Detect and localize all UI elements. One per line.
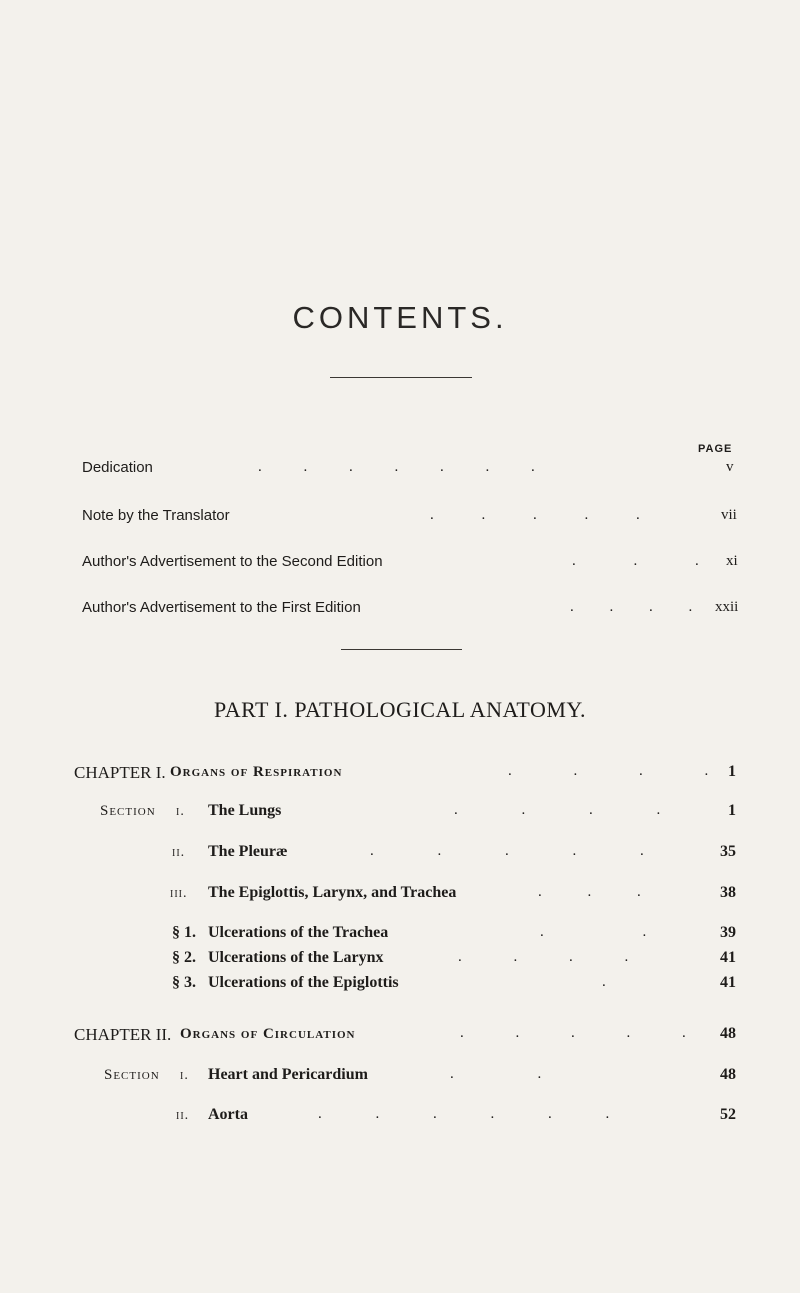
section-number: ii. [176, 1108, 190, 1123]
chapter-label: CHAPTER I. [74, 763, 166, 782]
part-heading: PART I. PATHOLOGICAL ANATOMY. [214, 697, 586, 722]
subsection-title: Ulcerations of the Trachea [208, 924, 389, 941]
section-title: The Epiglottis, Larynx, and Trachea [208, 884, 457, 901]
leader-dots: . . . . . . . [258, 459, 535, 475]
front-matter-label: Dedication [82, 459, 153, 476]
front-matter-page: vii [721, 507, 737, 523]
section-title: Heart and Pericardium [208, 1066, 368, 1083]
subsection-title: Ulcerations of the Epiglottis [208, 974, 399, 991]
page-column-heading: PAGE [698, 443, 733, 455]
section-prefix: Section [100, 803, 156, 819]
leader-dots: . . [540, 924, 647, 940]
subsection-title: Ulcerations of the Larynx [208, 949, 384, 966]
chapter-page: 48 [720, 1025, 736, 1042]
chapter-title: Organs of Respiration [170, 764, 343, 780]
front-matter-label: Author's Advertisement to the Second Edition [82, 553, 383, 570]
front-matter-label: Note by the Translator [82, 507, 230, 524]
subsection-number: § 2. [172, 949, 196, 966]
leader-dots: . . . . . [460, 1025, 686, 1041]
leader-dots: . . . . [454, 802, 661, 818]
subsection-page: 39 [720, 924, 736, 941]
section-number: i. [176, 804, 185, 819]
subsection-number: § 3. [172, 974, 196, 991]
subsection-number: § 1. [172, 924, 196, 941]
chapter-label: CHAPTER II. [74, 1025, 172, 1044]
leader-dots: . . . [572, 553, 699, 569]
section-number: ii. [172, 845, 186, 860]
section-number: iii. [170, 886, 188, 901]
leader-dots: . . . . . [430, 507, 640, 523]
title-divider [330, 377, 472, 378]
chapter-title: Organs of Circulation [180, 1026, 356, 1042]
section-page: 35 [720, 843, 736, 860]
subsection-page: 41 [720, 974, 736, 991]
section-title: The Lungs [208, 802, 282, 819]
section-title: The Pleuræ [208, 843, 288, 860]
section-page: 1 [728, 802, 736, 819]
front-matter-label: Author's Advertisement to the First Edition [82, 599, 361, 616]
leader-dots: . . . [538, 884, 641, 900]
leader-dots: . . . . . . [318, 1106, 610, 1122]
chapter-page: 1 [728, 763, 736, 780]
subsection-page: 41 [720, 949, 736, 966]
section-title: Aorta [208, 1106, 248, 1123]
front-matter-page: xxii [715, 599, 739, 615]
leader-dots: . [602, 974, 606, 990]
leader-dots: . . . . [508, 763, 709, 779]
section-page: 52 [720, 1106, 736, 1123]
front-matter-page: v [726, 459, 734, 475]
section-page: 38 [720, 884, 736, 901]
leader-dots: . . . . . [370, 843, 644, 859]
leader-dots: . . [450, 1066, 542, 1082]
page-title: CONTENTS. [292, 300, 508, 335]
front-matter-page: xi [726, 553, 738, 569]
part-divider [341, 649, 462, 650]
section-prefix: Section [104, 1067, 160, 1083]
leader-dots: . . . . [458, 949, 629, 965]
leader-dots: . . . . [570, 599, 693, 615]
section-number: i. [180, 1068, 189, 1083]
section-page: 48 [720, 1066, 736, 1083]
